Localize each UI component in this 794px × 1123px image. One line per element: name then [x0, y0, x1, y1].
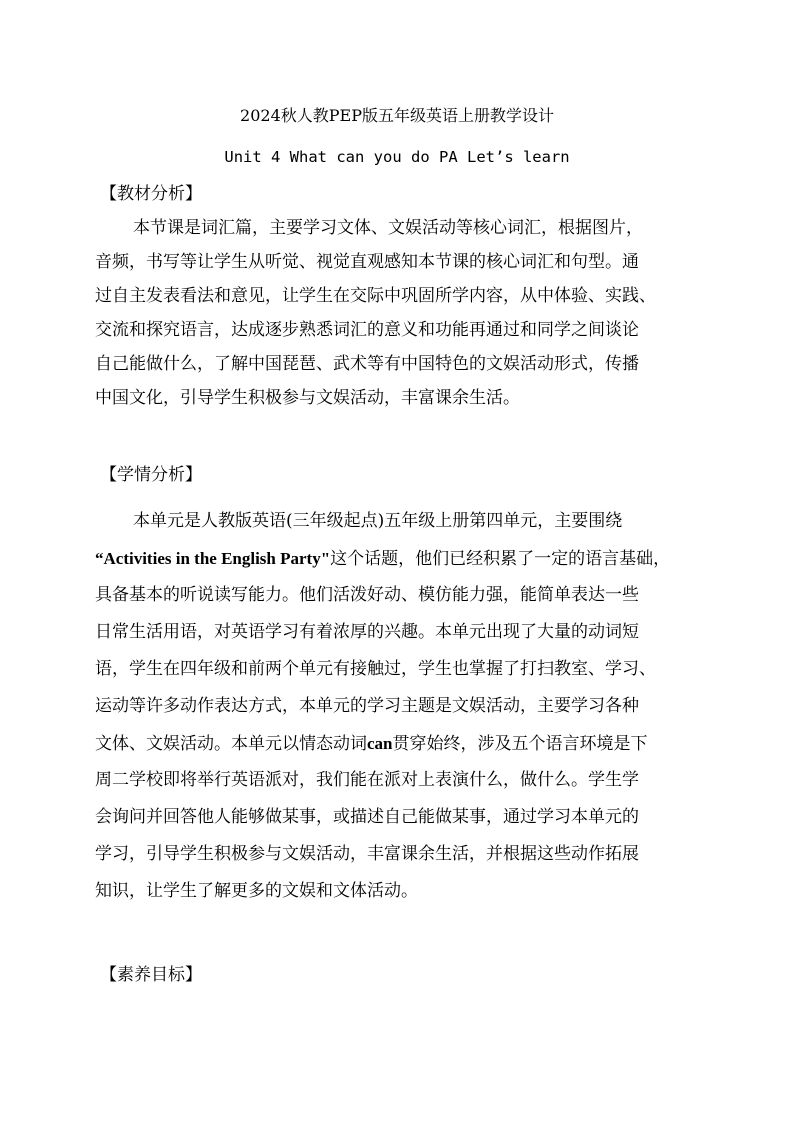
paragraph-learner-analysis: [95, 503, 715, 910]
section-heading-literacy-goals: 【素养目标】: [100, 965, 202, 985]
paragraph-text: 贯穿始终，涉及五个语言环境是下: [392, 734, 648, 754]
paragraph-line: 具备基本的听说读写能力。他们活泼好动、模仿能力强，能简单表达一些: [95, 585, 639, 605]
paragraph-line: 中国文化，引导学生积极参与文娱活动，丰富课余生活。: [95, 388, 520, 408]
paragraph-line: 交流和探究语言，达成逐步熟悉词汇的意义和功能再通过和同学之间谈论: [95, 320, 639, 340]
document-subtitle: Unit 4 What can you do PA Let’s learn: [224, 148, 570, 166]
paragraph-line: 本节课是词汇篇，主要学习文体、文娱活动等核心词汇，根据图片，: [133, 218, 643, 238]
english-word-can: can: [367, 734, 393, 753]
document-title: 2024秋人教PEP版五年级英语上册教学设计: [240, 106, 554, 125]
paragraph-line: 语，学生在四年级和前两个单元有接触过，学生也掌握了打扫教室、学习、: [95, 659, 656, 679]
paragraph-line: 会询问并回答他人能够做某事，或描述自己能做某事，通过学习本单元的: [95, 807, 639, 827]
paragraph-line: 本单元是人教版英语(三年级起点)五年级上册第四单元，主要围绕: [133, 511, 623, 531]
section-heading-textbook-analysis: 【教材分析】: [100, 184, 202, 204]
english-topic-text: “Activities in the English Party": [95, 549, 331, 568]
section-heading-learner-analysis: 【学情分析】: [100, 465, 202, 485]
paragraph-line: 知识，让学生了解更多的文娱和文体活动。: [95, 881, 418, 901]
paragraph-line: 过自主发表看法和意见，让学生在交际中巩固所学内容，从中体验、实践、: [95, 286, 656, 306]
paragraph-line: 学习，引导学生积极参与文娱活动，丰富课余生活，并根据这些动作拓展: [95, 844, 639, 864]
paragraph-line: 运动等许多动作表达方式，本单元的学习主题是文娱活动，主要学习各种: [95, 696, 639, 716]
paragraph-line: 音频，书写等让学生从听觉、视觉直观感知本节课的核心词汇和句型。通: [95, 252, 639, 272]
paragraph-text: 这个话题，他们已经积累了一定的语言基础，: [330, 549, 671, 569]
paragraph-line: [95, 725, 715, 762]
paragraph-line: 周二学校即将举行英语派对，我们能在派对上表演什么，做什么。学生学: [95, 770, 639, 790]
paragraph-line: 日常生活用语，对英语学习有着浓厚的兴趣。本单元出现了大量的动词短: [95, 622, 639, 642]
paragraph-textbook-analysis: [95, 211, 715, 415]
paragraph-line: 自己能做什么，了解中国琵琶、武术等有中国特色的文娱活动形式，传播: [95, 354, 639, 374]
paragraph-line: [95, 540, 715, 577]
paragraph-text: 文体、文娱活动。本单元以情态动词: [95, 734, 367, 754]
